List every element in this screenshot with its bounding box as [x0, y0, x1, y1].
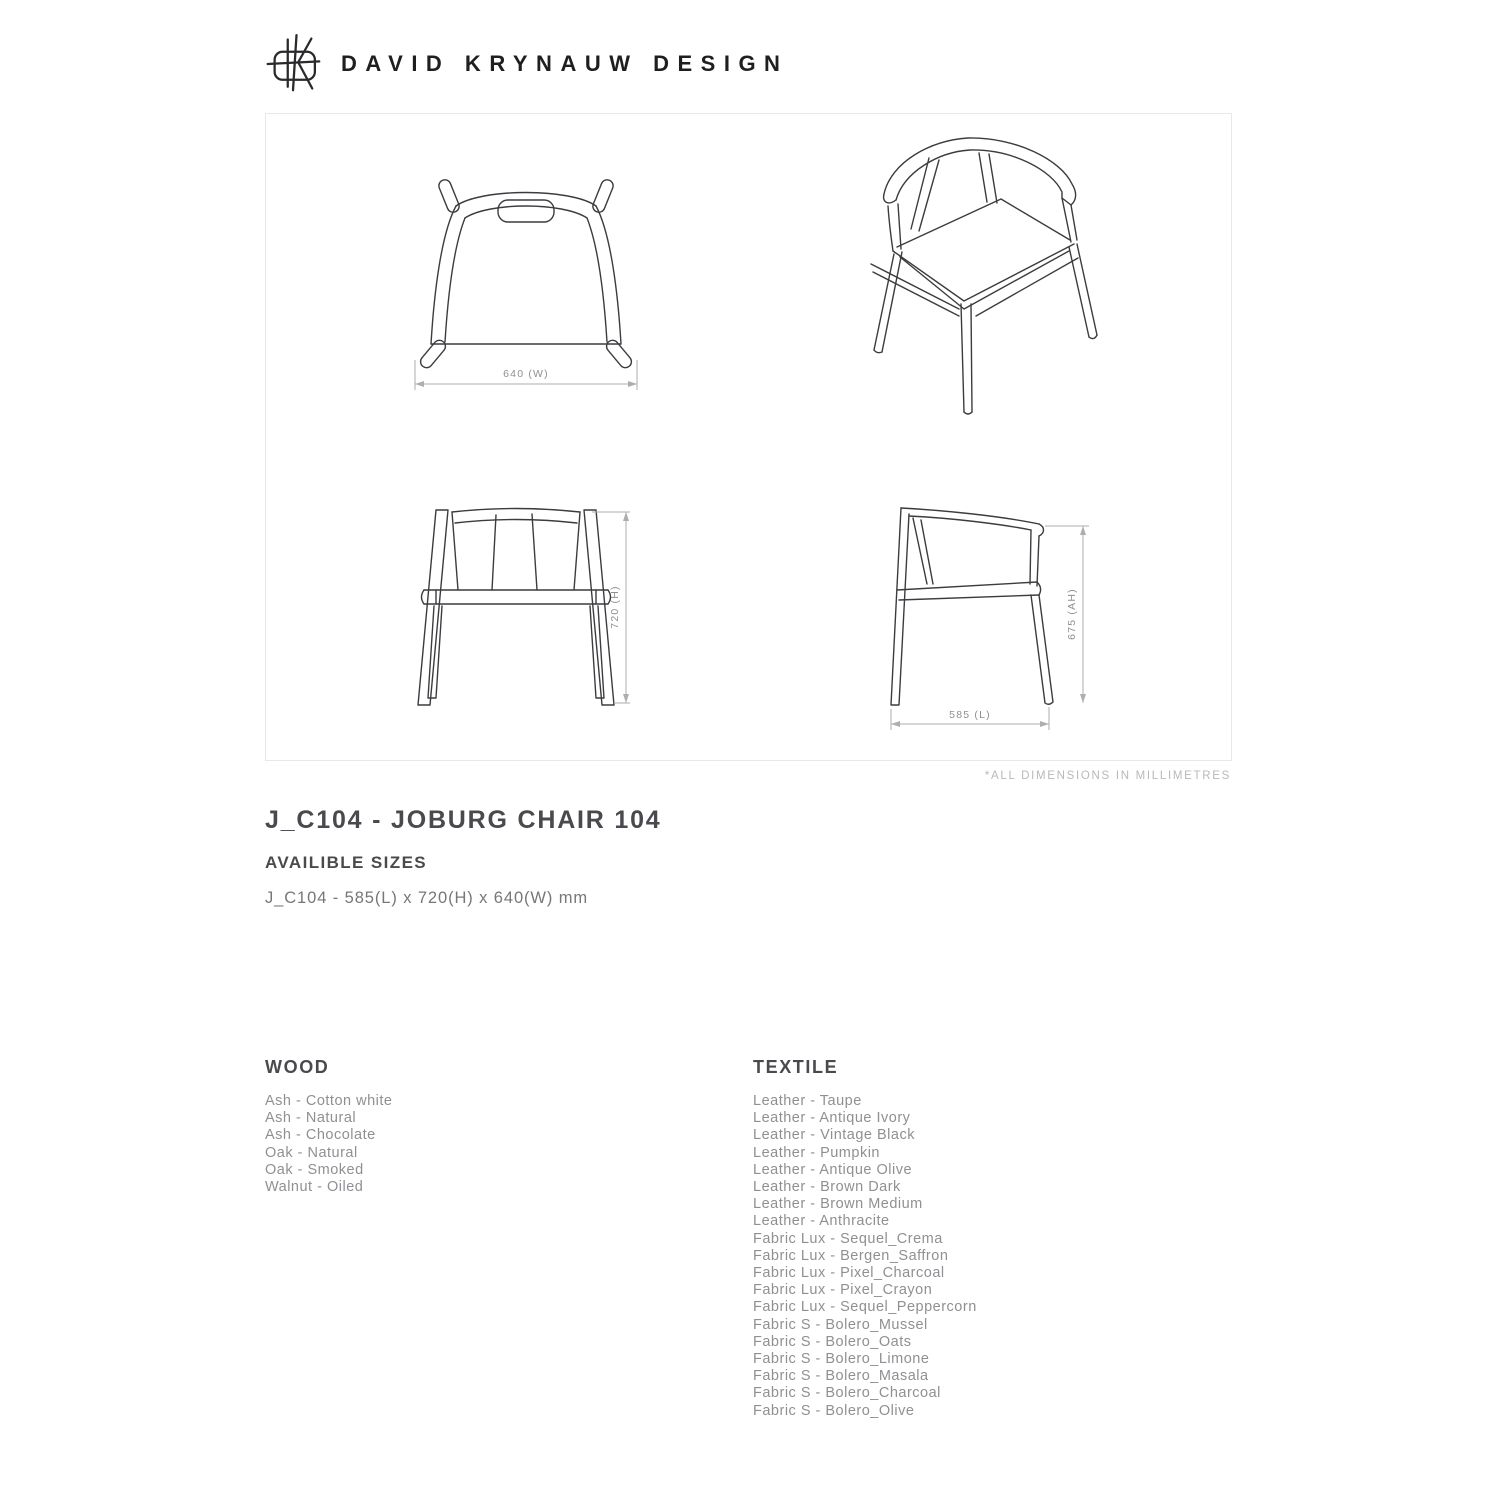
textile-option: Leather - Brown Dark — [753, 1179, 901, 1196]
textile-option: Leather - Antique Ivory — [753, 1110, 911, 1127]
dimensions-note: *ALL DIMENSIONS IN MILLIMETRES — [984, 770, 1231, 782]
wood-heading: WOOD — [265, 1057, 330, 1077]
available-sizes-heading: AVAILIBLE SIZES — [265, 853, 428, 872]
textile-option: Fabric S - Bolero_Oats — [753, 1333, 912, 1350]
wood-option: Ash - Cotton white — [265, 1093, 393, 1109]
dimension-label-width: 640 (W) — [503, 368, 549, 380]
dimension-label-arm-height: 675 (AH) — [1066, 588, 1078, 640]
textile-option: Fabric Lux - Sequel_Crema — [753, 1230, 943, 1247]
textile-option: Leather - Taupe — [753, 1093, 862, 1109]
textile-option: Leather - Vintage Black — [753, 1127, 915, 1144]
textile-option: Leather - Antique Olive — [753, 1161, 913, 1178]
perspective-view-drawing — [856, 132, 1136, 452]
textile-option: Fabric S - Bolero_Mussel — [753, 1316, 928, 1333]
textile-option: Leather - Brown Medium — [753, 1196, 923, 1213]
textile-option: Fabric Lux - Bergen_Saffron — [753, 1247, 949, 1264]
textile-option: Fabric S - Bolero_Charcoal — [753, 1385, 941, 1402]
product-title: J_C104 - JOBURG CHAIR 104 — [265, 806, 662, 834]
dimension-label-height: 720 (H) — [609, 585, 621, 629]
textile-option: Fabric S - Bolero_Masala — [753, 1368, 929, 1385]
textile-options-section — [753, 1057, 977, 1420]
wood-options-list — [265, 1093, 392, 1196]
textile-option: Fabric Lux - Pixel_Charcoal — [753, 1265, 945, 1282]
side-view-drawing — [881, 502, 1111, 747]
wood-option: Oak - Smoked — [265, 1161, 364, 1178]
brand-logo-icon — [265, 30, 321, 98]
textile-option: Fabric Lux - Sequel_Peppercorn — [753, 1299, 977, 1316]
textile-option: Leather - Pumpkin — [753, 1144, 880, 1161]
textile-option: Fabric S - Bolero_Olive — [753, 1402, 915, 1419]
wood-option: Ash - Chocolate — [265, 1127, 376, 1144]
top-view-drawing — [401, 154, 651, 404]
dimension-label-length: 585 (L) — [949, 709, 991, 721]
textile-options-list — [753, 1093, 977, 1420]
textile-option: Fabric Lux - Pixel_Crayon — [753, 1282, 933, 1299]
textile-option: Fabric S - Bolero_Limone — [753, 1351, 930, 1368]
front-view-drawing — [406, 502, 636, 732]
wood-option: Ash - Natural — [265, 1110, 357, 1127]
wood-option: Walnut - Oiled — [265, 1179, 364, 1196]
brand-header — [265, 30, 788, 98]
technical-drawing-panel — [265, 113, 1232, 761]
wood-option: Oak - Natural — [265, 1144, 358, 1161]
wood-options-section — [265, 1057, 392, 1196]
brand-name: DAVID KRYNAUW DESIGN — [341, 51, 789, 76]
textile-heading: TEXTILE — [753, 1057, 839, 1077]
textile-option: Leather - Anthracite — [753, 1213, 890, 1230]
size-specification: J_C104 - 585(L) x 720(H) x 640(W) mm — [265, 889, 589, 907]
